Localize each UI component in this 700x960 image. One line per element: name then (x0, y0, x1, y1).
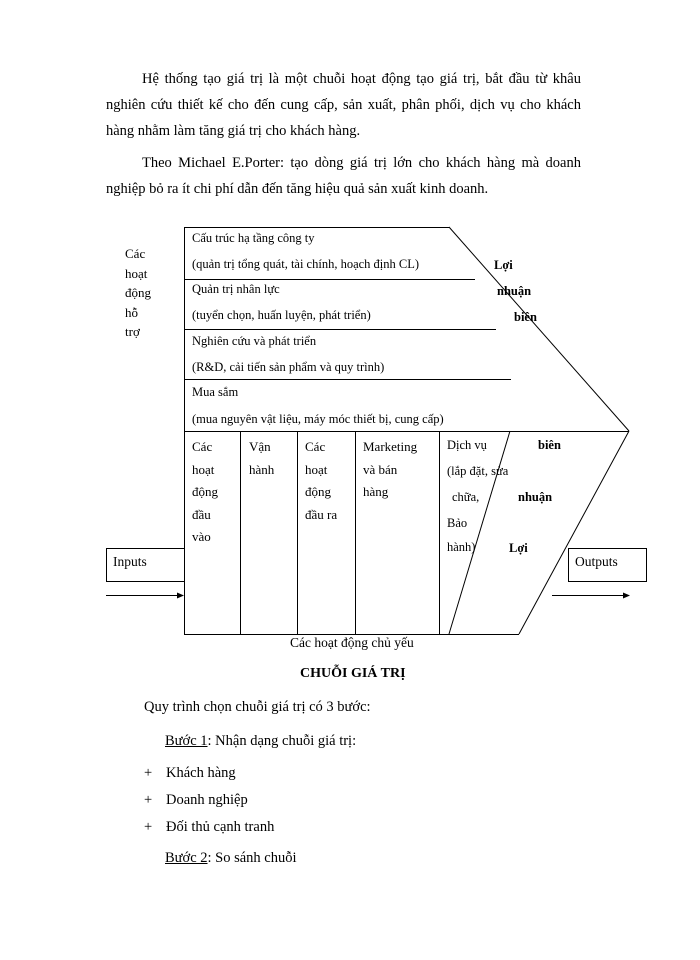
outputs-label: Outputs (575, 554, 618, 569)
bullet-item-customers: Khách hàng (166, 765, 236, 781)
inputs-arrowhead (177, 593, 184, 599)
primary-service-line-5: hành) (447, 540, 476, 554)
margin-top-word-1: Lợi (494, 258, 513, 272)
support-row-procurement-title: Mua sắm (192, 385, 239, 399)
intro-paragraph-2: Theo Michael E.Porter: tạo dòng giá trị lớn cho khách hàng mà doanh nghiệp bỏ ra ít chi phí dẫn đến tăng hiệu quả sản xuất kinh doanh. (106, 155, 581, 197)
inputs-label: Inputs (113, 554, 147, 569)
primary-activities-caption: Các hoạt động chủ yếu (290, 635, 414, 650)
support-row-infrastructure-detail: (quản trị tổng quát, tài chính, hoạch định CL) (192, 257, 420, 271)
primary-service-line-4: Bảo (447, 516, 468, 530)
primary-operations: Vận hành (249, 439, 275, 477)
support-row-procurement-detail: (mua nguyên vật liệu, máy móc thiết bị, cung cấp) (192, 412, 444, 426)
support-row-hr-detail: (tuyển chọn, huấn luyện, phát triển) (192, 308, 371, 322)
step-2-line (165, 850, 297, 867)
process-intro: Quy trình chọn chuỗi giá trị có 3 bước: (144, 699, 371, 715)
primary-service-line-2: (lắp đặt, sửa (447, 464, 509, 478)
bullet-symbol-2: + (144, 792, 153, 808)
margin-bottom-word-2: nhuận (518, 490, 553, 504)
margin-bottom-word-3: Lợi (509, 541, 528, 555)
step-2-text: : So sánh chuỗi (207, 850, 297, 866)
outputs-arrowhead (623, 593, 630, 599)
primary-marketing-sales: Marketing và bán hàng (363, 439, 418, 499)
step-1-text: : Nhận dạng chuỗi giá trị: (207, 733, 357, 749)
margin-top-word-3: biên (514, 310, 537, 324)
primary-outbound-logistics: Các hoạt động đầu ra (305, 439, 338, 522)
arrow-bottom-edge (519, 431, 629, 634)
step-1-label: Bước 1 (165, 733, 208, 749)
support-row-hr-title: Quản trị nhân lực (192, 282, 280, 296)
section-heading: CHUỖI GIÁ TRỊ (300, 666, 406, 681)
margin-bottom-word-1: biên (538, 438, 561, 452)
primary-service-line-1: Dịch vụ (447, 438, 487, 452)
margin-inner-diagonal (449, 431, 510, 634)
step-1-line (165, 733, 356, 750)
bullet-item-enterprise: Doanh nghiệp (166, 792, 248, 808)
support-row-rd-detail: (R&D, cải tiến sản phẩm và quy trình) (192, 360, 385, 374)
bullet-symbol-1: + (144, 765, 153, 781)
bullet-item-competitors: Đối thủ cạnh tranh (166, 819, 275, 835)
support-row-infrastructure-title: Cấu trúc hạ tầng công ty (192, 231, 315, 245)
intro-paragraph-1: Hệ thống tạo giá trị là một chuỗi hoạt động tạo giá trị, bắt đầu từ khâu nghiên cứu thiết kế cho đến cung cấp, sản xuất, phân phối, dịch vụ cho khách hàng nhằm làm tăng giá trị cho khách hàng. (106, 71, 581, 139)
primary-inbound-logistics: Các hoạt động đầu vào (192, 439, 218, 544)
step-2-label: Bước 2 (165, 850, 208, 866)
primary-service-line-3: chữa, (452, 490, 480, 504)
bullet-symbol-3: + (144, 819, 153, 835)
margin-top-word-2: nhuận (497, 284, 532, 298)
support-row-rd-title: Nghiên cứu và phát triển (192, 334, 317, 348)
support-activities-label: Các hoạt động hỗ trợ (125, 246, 151, 339)
